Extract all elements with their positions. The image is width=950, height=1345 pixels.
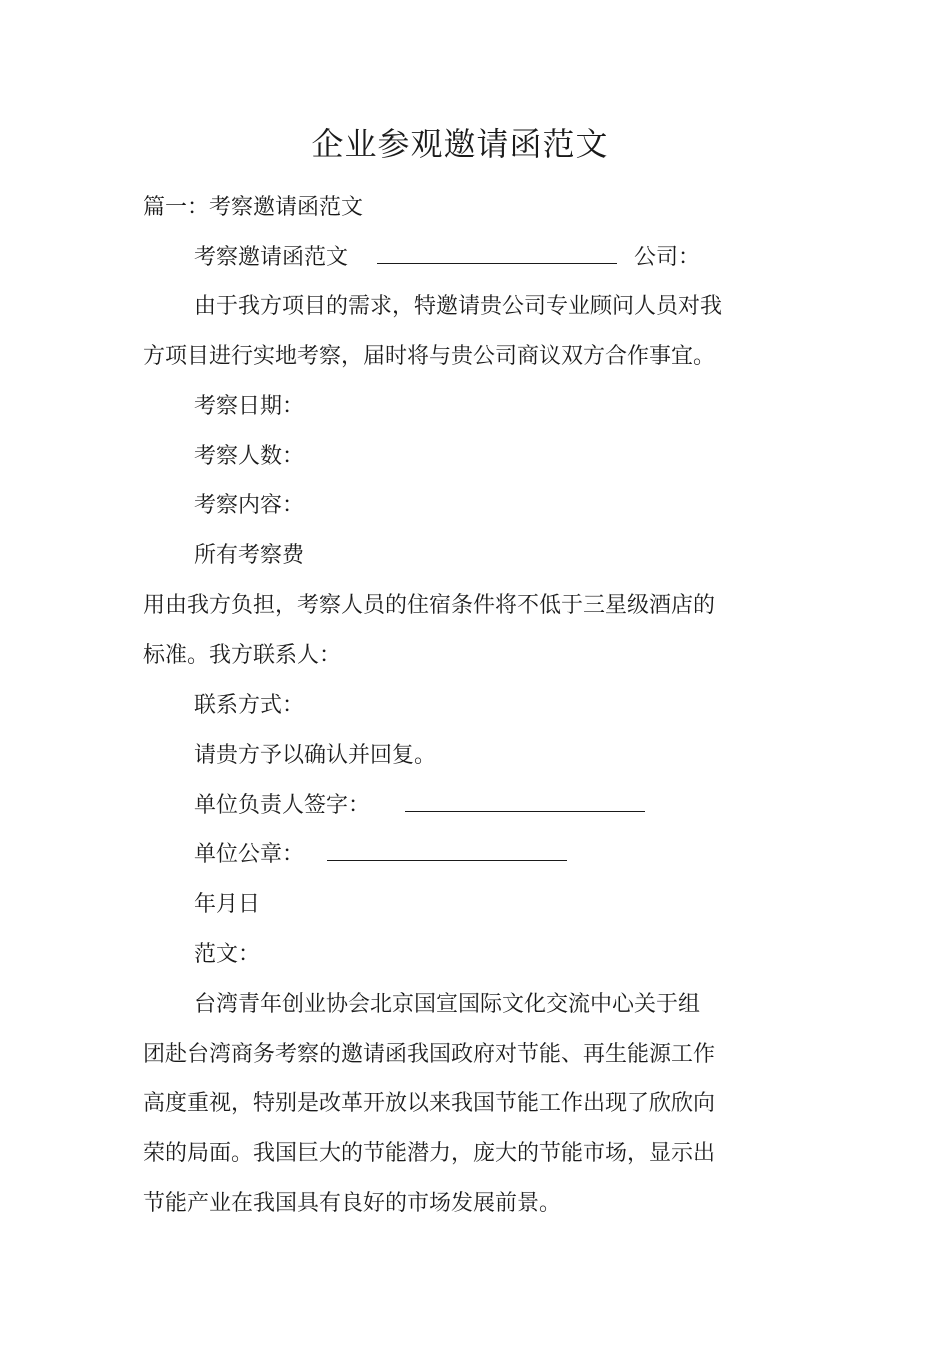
paragraph-line: 节能产业在我国具有良好的市场发展前景。 bbox=[143, 1191, 562, 1216]
field-count-label: 考察人数： bbox=[194, 444, 305, 469]
sample-label: 范文： bbox=[194, 942, 261, 967]
signature-label: 单位负责人签字： bbox=[194, 793, 371, 818]
seal-line bbox=[194, 838, 567, 872]
signature-blank bbox=[405, 789, 645, 812]
paragraph-line: 团赴台湾商务考察的邀请函我国政府对节能、再生能源工作 bbox=[143, 1042, 716, 1067]
paragraph-line: 方项目进行实地考察，届时将与贵公司商议双方合作事宜。 bbox=[143, 344, 716, 369]
seal-blank bbox=[327, 838, 567, 861]
section-heading: 篇一：考察邀请函范文 bbox=[143, 195, 364, 220]
date-line: 年月日 bbox=[194, 892, 261, 917]
paragraph-line: 由于我方项目的需求，特邀请贵公司专业顾问人员对我 bbox=[194, 294, 723, 319]
paragraph-line: 用由我方负担，考察人员的住宿条件将不低于三星级酒店的 bbox=[143, 593, 716, 618]
salutation-suffix: 公司： bbox=[634, 245, 701, 270]
signature-line bbox=[194, 789, 645, 823]
confirm-request: 请贵方予以确认并回复。 bbox=[194, 743, 437, 768]
salutation-line bbox=[194, 241, 700, 275]
company-name-blank bbox=[377, 241, 617, 264]
seal-label: 单位公章： bbox=[194, 842, 305, 867]
field-content-label: 考察内容： bbox=[194, 493, 305, 518]
salutation-prefix: 考察邀请函范文 bbox=[194, 245, 349, 270]
paragraph-line: 荣的局面。我国巨大的节能潜力，庞大的节能市场，显示出 bbox=[143, 1141, 716, 1166]
field-date-label: 考察日期： bbox=[194, 394, 305, 419]
paragraph-line: 高度重视，特别是改革开放以来我国节能工作出现了欣欣向 bbox=[143, 1091, 716, 1116]
document-title: 企业参观邀请函范文 bbox=[311, 125, 609, 163]
paragraph-line: 标准。我方联系人： bbox=[143, 643, 342, 668]
contact-method-label: 联系方式： bbox=[194, 693, 305, 718]
paragraph-line: 所有考察费 bbox=[194, 543, 305, 568]
paragraph-line: 台湾青年创业协会北京国宣国际文化交流中心关于组 bbox=[194, 992, 701, 1017]
